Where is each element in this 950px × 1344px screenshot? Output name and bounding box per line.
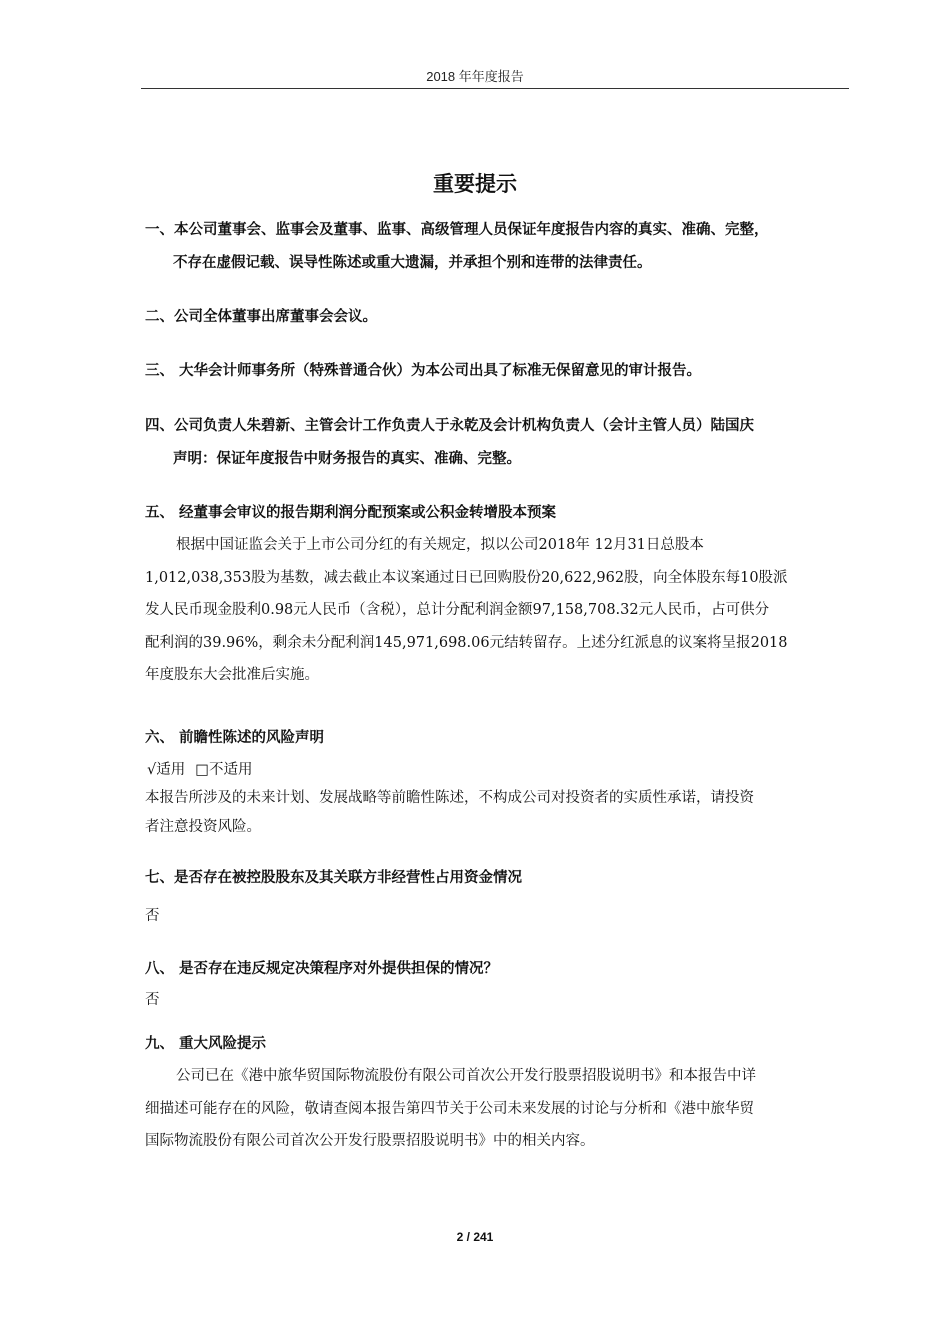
- section-5-paragraph-line-2: 1,012,038,353股为基数，减去截止本议案通过日已回购股份20,622,962股，向全体股东每10股派: [145, 570, 788, 586]
- section-6-paragraph-line-2: 者注意投资风险。: [145, 819, 261, 835]
- section-6-heading: 六、 前瞻性陈述的风险声明: [145, 730, 325, 746]
- section-1-line-2: 不存在虚假记载、误导性陈述或重大遗漏，并承担个别和连带的法律责任。: [173, 255, 652, 271]
- applicable-checkbox-checked: √适用: [147, 762, 186, 778]
- section-7-answer: 否: [145, 908, 160, 924]
- section-6-paragraph-line-1: 本报告所涉及的未来计划、发展战略等前瞻性陈述，不构成公司对投资者的实质性承诺，请投资: [145, 790, 754, 806]
- report-header: 2018 年年度报告: [426, 69, 524, 84]
- not-applicable-checkbox: □不适用: [195, 762, 253, 778]
- section-9-heading: 九、 重大风险提示: [145, 1036, 267, 1052]
- section-8-answer: 否: [145, 992, 160, 1008]
- section-4-line-2: 声明：保证年度报告中财务报告的真实、准确、完整。: [173, 451, 521, 467]
- section-1-line-1: 一、本公司董事会、监事会及董事、监事、高级管理人员保证年度报告内容的真实、准确、完整，: [145, 222, 769, 238]
- section-4-line-1: 四、公司负责人朱碧新、主管会计工作负责人于永乾及会计机构负责人（会计主管人员）陆国庆: [145, 418, 754, 434]
- page-number: 2 / 241: [456, 1230, 494, 1244]
- section-5-paragraph-line-5: 年度股东大会批准后实施。: [145, 667, 319, 683]
- section-5-paragraph-line-3: 发人民币现金股利0.98元人民币（含税），总计分配利润金额97,158,708.32元人民币，占可供分: [145, 602, 770, 618]
- section-8-heading: 八、 是否存在违反规定决策程序对外提供担保的情况？: [145, 961, 499, 977]
- section-9-paragraph-line-3: 国际物流股份有限公司首次公开发行股票招股说明书》中的相关内容。: [145, 1133, 595, 1149]
- section-9-paragraph-line-2: 细描述可能存在的风险，敬请查阅本报告第四节关于公司未来发展的讨论与分析和《港中旅华贸: [145, 1101, 754, 1117]
- section-5-paragraph-line-1: 根据中国证监会关于上市公司分红的有关规定，拟以公司2018年 12月31日总股本: [176, 537, 704, 553]
- page-title: 重要提示: [433, 172, 517, 196]
- section-2-text: 二、公司全体董事出席董事会会议。: [145, 309, 377, 325]
- header-divider: [141, 88, 849, 89]
- section-5-paragraph-line-4: 配利润的39.96%，剩余未分配利润145,971,698.06元结转留存。上述分红派息的议案将呈报2018: [145, 635, 788, 651]
- section-3-text: 三、 大华会计师事务所（特殊普通合伙）为本公司出具了标准无保留意见的审计报告。: [145, 363, 702, 379]
- section-9-paragraph-line-1: 公司已在《港中旅华贸国际物流股份有限公司首次公开发行股票招股说明书》和本报告中详: [176, 1068, 756, 1084]
- section-6-options: [147, 758, 252, 779]
- section-5-heading: 五、 经董事会审议的报告期利润分配预案或公积金转增股本预案: [145, 505, 557, 521]
- section-7-heading: 七、是否存在被控股股东及其关联方非经营性占用资金情况: [145, 870, 522, 886]
